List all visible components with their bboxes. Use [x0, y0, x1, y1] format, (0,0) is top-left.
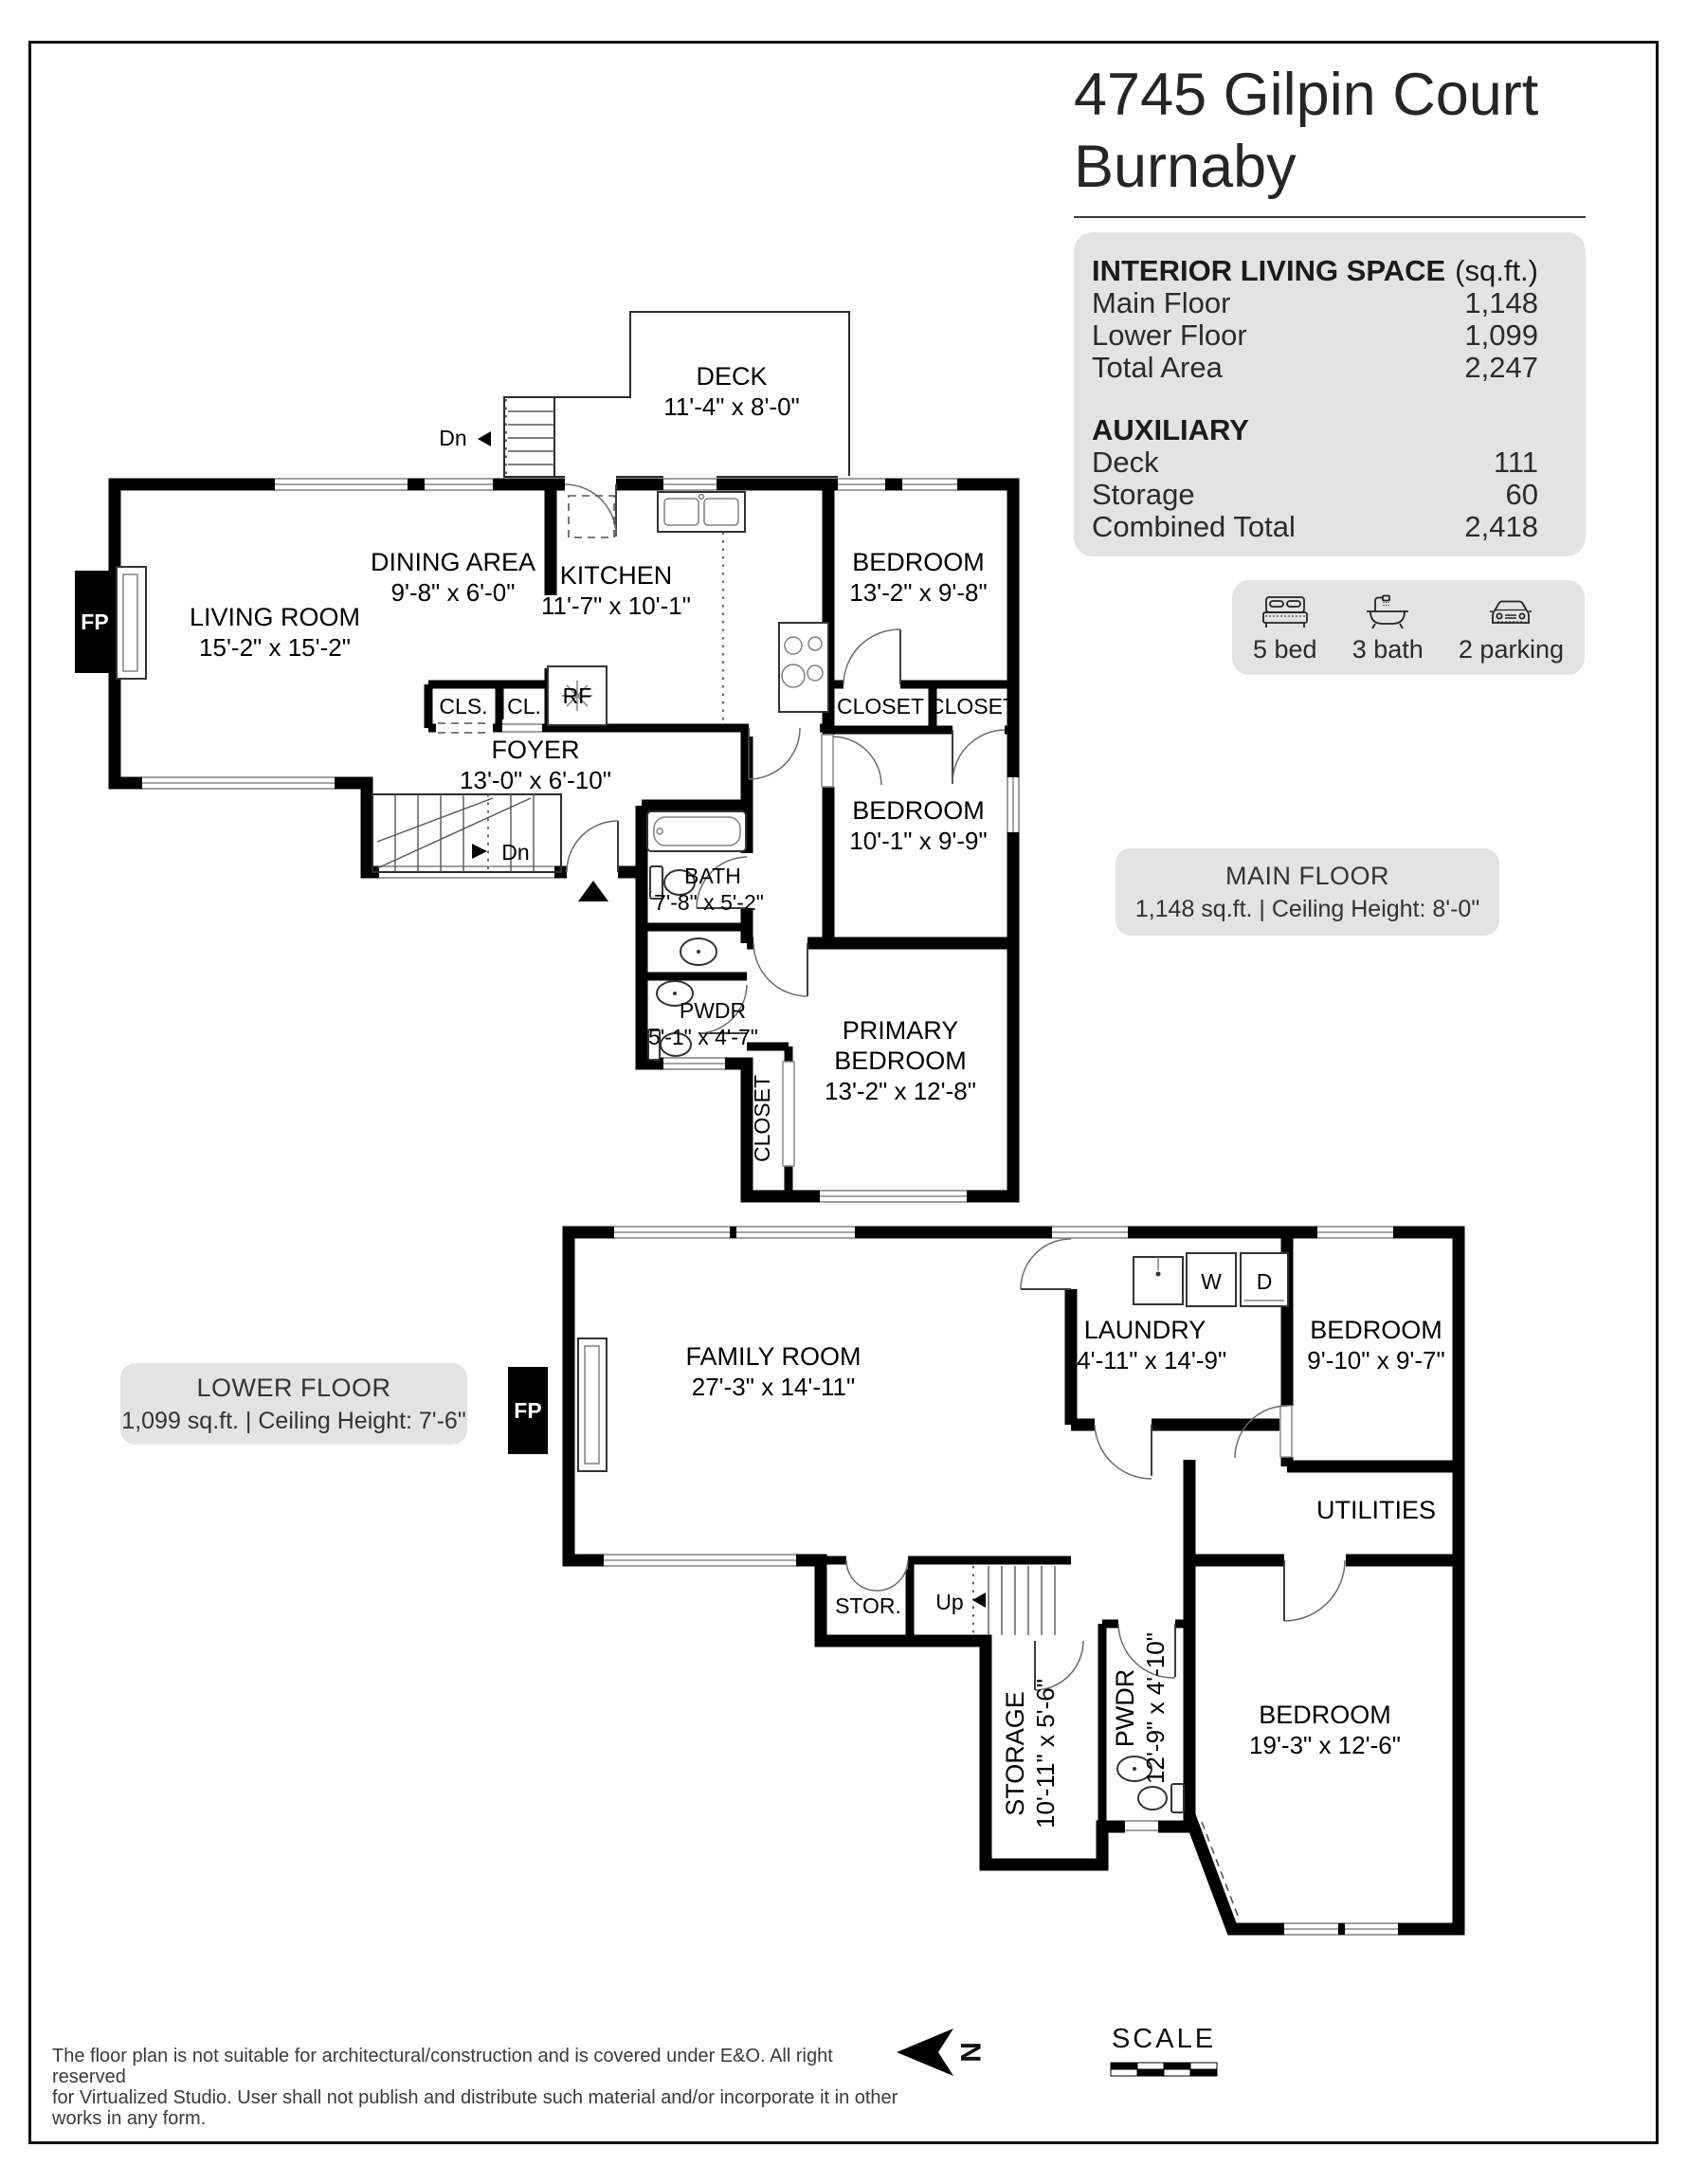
- room-dims: 10'-11" x 5'-6": [1031, 1679, 1060, 1829]
- disclaimer-line: The floor plan is not suitable for architectural/construction and is covered under E&O. All right reserved: [52, 2046, 833, 2087]
- room-dims: 13'-2" x 9'-8": [849, 578, 988, 607]
- row-label: Deck: [1092, 446, 1159, 479]
- lower-floor-badge-title: LOWER FLOOR: [196, 1373, 391, 1402]
- room-dims: 7'-8" x 5'-2": [654, 890, 764, 915]
- room-label: BEDROOM: [852, 548, 985, 576]
- disclaimer-line: works in any form.: [52, 2108, 207, 2129]
- room-label: BEDROOM: [852, 796, 985, 825]
- room-label: BEDROOM: [834, 1046, 967, 1075]
- room-label: LAUNDRY: [1083, 1316, 1206, 1344]
- lower-floor-windows: [604, 1227, 1398, 1935]
- room-dims: 27'-3" x 14'-11": [691, 1373, 856, 1401]
- row-label: Lower Floor: [1092, 318, 1247, 352]
- north-label: N: [954, 2042, 987, 2063]
- room-label: STOR.: [835, 1593, 901, 1618]
- deck-dn-label: Dn: [439, 426, 467, 450]
- auxiliary-title: AUXILIARY: [1092, 413, 1249, 446]
- stairs-main: [372, 794, 561, 872]
- closet-label: CLOSET: [750, 1074, 774, 1163]
- fridge-label: RF: [562, 683, 592, 708]
- row-value: 60: [1505, 478, 1538, 511]
- closet-label: CLOSET: [836, 694, 925, 719]
- row-value: 2,418: [1464, 510, 1538, 543]
- address-line2: Bur​naby: [1074, 134, 1297, 200]
- bed-count: 5 bed: [1253, 634, 1317, 664]
- room-label: PWDR: [679, 998, 747, 1023]
- room-dims: 14'-11" x 14'-9": [1062, 1346, 1227, 1374]
- room-dims: 5'-1" x 4'-7": [648, 1025, 758, 1049]
- room-label: PRIMARY: [842, 1016, 959, 1045]
- stairs-dn-label: Dn: [501, 840, 530, 864]
- washer-label: W: [1201, 1269, 1222, 1294]
- fireplace-label: FP: [514, 1398, 542, 1423]
- room-dims: 10'-1" x 9'-9": [849, 827, 988, 855]
- up-arrow: [972, 1592, 986, 1608]
- room-label: DINING AREA: [370, 548, 536, 576]
- fireplace-label: FP: [81, 610, 109, 634]
- room-dims: 13'-2" x 12'-8": [825, 1077, 976, 1105]
- room-label: DECK: [696, 362, 768, 391]
- disclaimer-line: for Virtualized Studio. User shall not publish and distribute such material and/or incorporate it in other: [52, 2087, 898, 2108]
- main-floor-badge-subtitle: 1,148 sq.ft. | Ceiling Height: 8'-0": [1134, 895, 1480, 922]
- north-arrow: [897, 2029, 986, 2076]
- room-dims: 9'-10" x 9'-7": [1307, 1346, 1445, 1374]
- room-label: FOYER: [491, 736, 580, 764]
- dn-arrow: [472, 844, 487, 859]
- stairs-lower: [972, 1566, 1055, 1635]
- lower-floor-openings: [604, 1224, 1398, 1938]
- room-dims: 11'-4" x 8'-0": [663, 392, 800, 421]
- bath-count: 3 bath: [1351, 634, 1424, 664]
- room-dims: 19'-3" x 12'-6": [1249, 1731, 1401, 1759]
- parking-count: 2 parking: [1458, 634, 1564, 664]
- room-label: UTILITIES: [1315, 1496, 1437, 1524]
- closet-label: CLS.: [439, 694, 488, 719]
- row-label: Total Area: [1092, 351, 1223, 384]
- row-value: 111: [1493, 446, 1538, 479]
- closet-label: CL.: [507, 694, 541, 719]
- room-label: STORAGE: [1001, 1691, 1029, 1816]
- room-label: BATH: [684, 864, 741, 888]
- room-label: BEDROOM: [1259, 1701, 1391, 1729]
- row-label: Main Floor: [1092, 286, 1231, 319]
- scale-bar: [1111, 2024, 1217, 2076]
- row-value: 1,148: [1464, 286, 1538, 319]
- dryer-label: D: [1256, 1269, 1273, 1294]
- stairs-up-label: Up: [935, 1590, 964, 1614]
- room-dims: 12'-9" x 4'-10": [1141, 1632, 1170, 1784]
- room-label: FAMILY ROOM: [685, 1342, 862, 1371]
- address-line1: 4745 Gilpin Court: [1074, 62, 1539, 128]
- room-dims: 9'-8" x 6'-0": [390, 578, 516, 607]
- scale-label: SCALE: [1111, 2024, 1217, 2054]
- room-dims: 15'-2" x 15'-2": [199, 633, 351, 662]
- row-value: 2,247: [1464, 351, 1538, 384]
- deck-dn-arrow: [478, 431, 491, 446]
- unit-label: (sq.ft.): [1455, 254, 1538, 287]
- lower-floor-badge-subtitle: 1,099 sq.ft. | Ceiling Height: 7'-6": [121, 1407, 466, 1434]
- room-dims: 13'-0" x 6'-10": [460, 766, 611, 794]
- main-floor-badge-title: MAIN FLOOR: [1224, 861, 1389, 890]
- closet-label: CLOSET: [928, 694, 1017, 719]
- entry-marker: [578, 881, 608, 901]
- room-label: BEDROOM: [1310, 1316, 1442, 1344]
- row-value: 1,099: [1464, 318, 1538, 352]
- room-label: KITCHEN: [559, 561, 673, 590]
- room-label: PWDR: [1111, 1668, 1139, 1748]
- room-dims: 11'-7" x 10'-1": [541, 592, 691, 620]
- row-label: Storage: [1092, 478, 1195, 511]
- room-label: LIVING ROOM: [189, 603, 361, 631]
- row-label: Combined Total: [1092, 510, 1296, 543]
- interior-title: INTERIOR LIVING SPACE: [1092, 254, 1446, 287]
